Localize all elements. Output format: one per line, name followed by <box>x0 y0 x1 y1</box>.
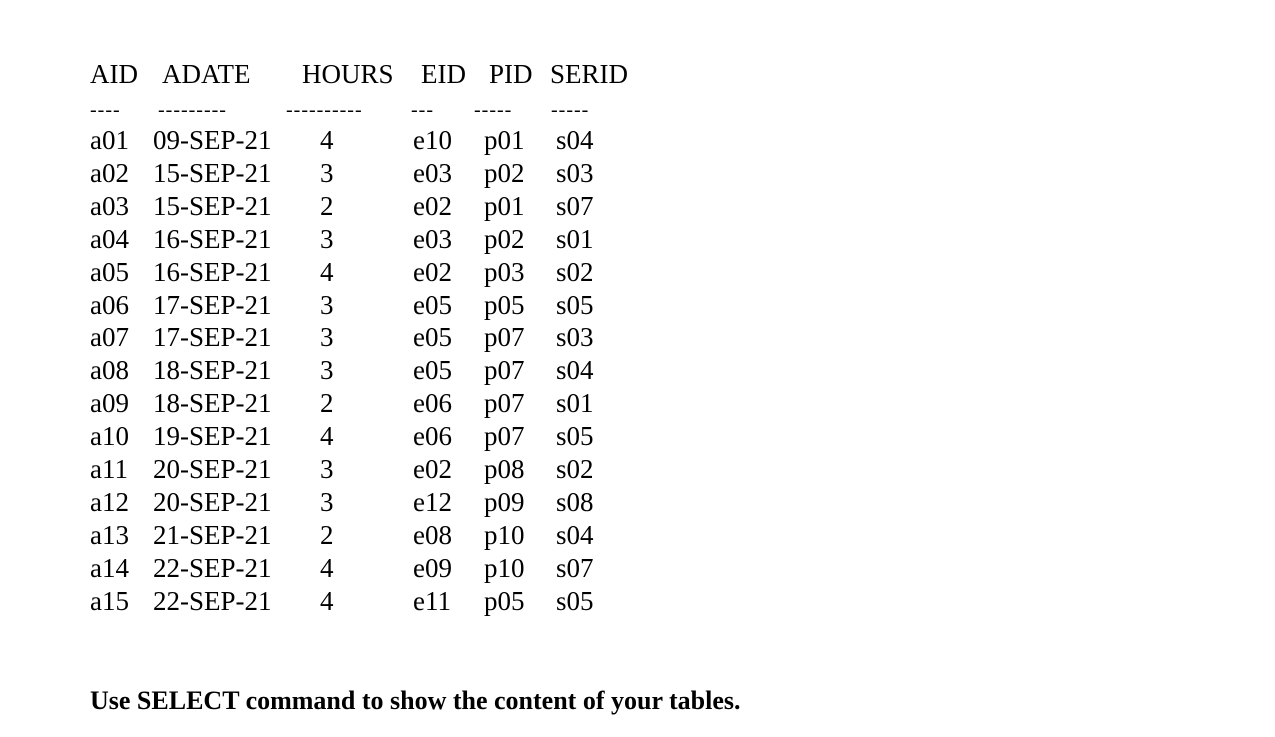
cell-serid: s07 <box>556 190 594 221</box>
column-separator-pid: ----- <box>474 99 513 121</box>
column-header-aid: AID <box>90 59 138 89</box>
cell-hours: 4 <box>320 421 334 452</box>
cell-pid: p02 <box>484 223 525 254</box>
cell-pid: p07 <box>484 421 525 452</box>
cell-hours: 4 <box>320 552 334 583</box>
cell-eid: e09 <box>413 552 452 583</box>
cell-serid: s02 <box>556 454 594 484</box>
cell-adate: 16-SEP-21 <box>153 256 272 287</box>
cell-aid: a14 <box>90 552 129 583</box>
cell-eid: e11 <box>413 585 451 616</box>
cell-adate: 20-SEP-21 <box>153 486 272 517</box>
column-separator-aid: ---- <box>90 99 121 121</box>
cell-pid: p01 <box>484 125 525 155</box>
cell-aid: a15 <box>90 585 129 616</box>
cell-aid: a05 <box>90 256 129 287</box>
column-header-hours: HOURS <box>302 59 394 89</box>
cell-pid: p08 <box>484 454 525 484</box>
cell-aid: a01 <box>90 125 129 155</box>
cell-eid: e05 <box>413 355 452 386</box>
cell-hours: 4 <box>320 585 334 616</box>
cell-eid: e10 <box>413 125 452 155</box>
column-separator-adate: --------- <box>158 99 227 121</box>
cell-eid: e12 <box>413 486 452 517</box>
cell-eid: e03 <box>413 223 452 254</box>
instruction-text: Use SELECT command to show the content of your tables. <box>90 686 741 715</box>
cell-aid: a02 <box>90 157 129 188</box>
cell-serid: s01 <box>556 388 594 419</box>
cell-aid: a07 <box>90 322 129 353</box>
cell-pid: p10 <box>484 519 525 550</box>
cell-aid: a10 <box>90 421 129 452</box>
cell-adate: 15-SEP-21 <box>153 157 272 188</box>
cell-adate: 20-SEP-21 <box>153 454 272 484</box>
cell-pid: p01 <box>484 190 525 221</box>
cell-serid: s02 <box>556 256 594 287</box>
cell-eid: e02 <box>413 190 452 221</box>
column-separator-hours: ---------- <box>286 99 363 121</box>
cell-hours: 3 <box>320 486 334 517</box>
cell-pid: p07 <box>484 355 525 386</box>
cell-eid: e02 <box>413 256 452 287</box>
cell-adate: 17-SEP-21 <box>153 289 272 320</box>
cell-aid: a06 <box>90 289 129 320</box>
cell-aid: a11 <box>90 454 128 484</box>
cell-hours: 3 <box>320 322 334 353</box>
column-header-adate: ADATE <box>162 59 251 89</box>
cell-serid: s03 <box>556 157 594 188</box>
cell-pid: p09 <box>484 486 525 517</box>
cell-adate: 22-SEP-21 <box>153 552 272 583</box>
cell-adate: 22-SEP-21 <box>153 585 272 616</box>
cell-aid: a13 <box>90 519 129 550</box>
cell-aid: a04 <box>90 223 129 254</box>
column-separator-serid: ----- <box>551 99 590 121</box>
cell-serid: s03 <box>556 322 594 353</box>
column-header-eid: EID <box>421 59 466 89</box>
cell-serid: s05 <box>556 421 594 452</box>
cell-serid: s07 <box>556 552 594 583</box>
cell-serid: s05 <box>556 585 594 616</box>
cell-serid: s05 <box>556 289 594 320</box>
cell-adate: 18-SEP-21 <box>153 388 272 419</box>
cell-adate: 21-SEP-21 <box>153 519 272 550</box>
cell-hours: 2 <box>320 388 334 419</box>
cell-eid: e08 <box>413 519 452 550</box>
cell-hours: 3 <box>320 157 334 188</box>
cell-serid: s04 <box>556 125 594 155</box>
cell-serid: s01 <box>556 223 594 254</box>
cell-adate: 15-SEP-21 <box>153 190 272 221</box>
column-separator-eid: --- <box>411 99 434 121</box>
cell-adate: 09-SEP-21 <box>153 125 272 155</box>
cell-eid: e06 <box>413 421 452 452</box>
cell-hours: 4 <box>320 256 334 287</box>
cell-hours: 2 <box>320 190 334 221</box>
cell-adate: 17-SEP-21 <box>153 322 272 353</box>
cell-serid: s04 <box>556 355 594 386</box>
cell-adate: 18-SEP-21 <box>153 355 272 386</box>
cell-adate: 16-SEP-21 <box>153 223 272 254</box>
cell-hours: 3 <box>320 355 334 386</box>
column-header-pid: PID <box>489 59 533 89</box>
cell-pid: p07 <box>484 388 525 419</box>
cell-eid: e03 <box>413 157 452 188</box>
cell-eid: e05 <box>413 289 452 320</box>
cell-hours: 3 <box>320 223 334 254</box>
cell-eid: e06 <box>413 388 452 419</box>
cell-adate: 19-SEP-21 <box>153 421 272 452</box>
cell-hours: 3 <box>320 289 334 320</box>
cell-aid: a08 <box>90 355 129 386</box>
cell-aid: a09 <box>90 388 129 419</box>
cell-aid: a03 <box>90 190 129 221</box>
cell-serid: s04 <box>556 519 594 550</box>
cell-pid: p10 <box>484 552 525 583</box>
cell-pid: p02 <box>484 157 525 188</box>
cell-pid: p05 <box>484 585 525 616</box>
cell-eid: e05 <box>413 322 452 353</box>
cell-hours: 2 <box>320 519 334 550</box>
cell-eid: e02 <box>413 454 452 484</box>
cell-pid: p05 <box>484 289 525 320</box>
cell-pid: p03 <box>484 256 525 287</box>
cell-hours: 4 <box>320 125 334 155</box>
cell-serid: s08 <box>556 486 594 517</box>
column-header-serid: SERID <box>550 59 629 89</box>
cell-aid: a12 <box>90 486 129 517</box>
cell-pid: p07 <box>484 322 525 353</box>
cell-hours: 3 <box>320 454 334 484</box>
